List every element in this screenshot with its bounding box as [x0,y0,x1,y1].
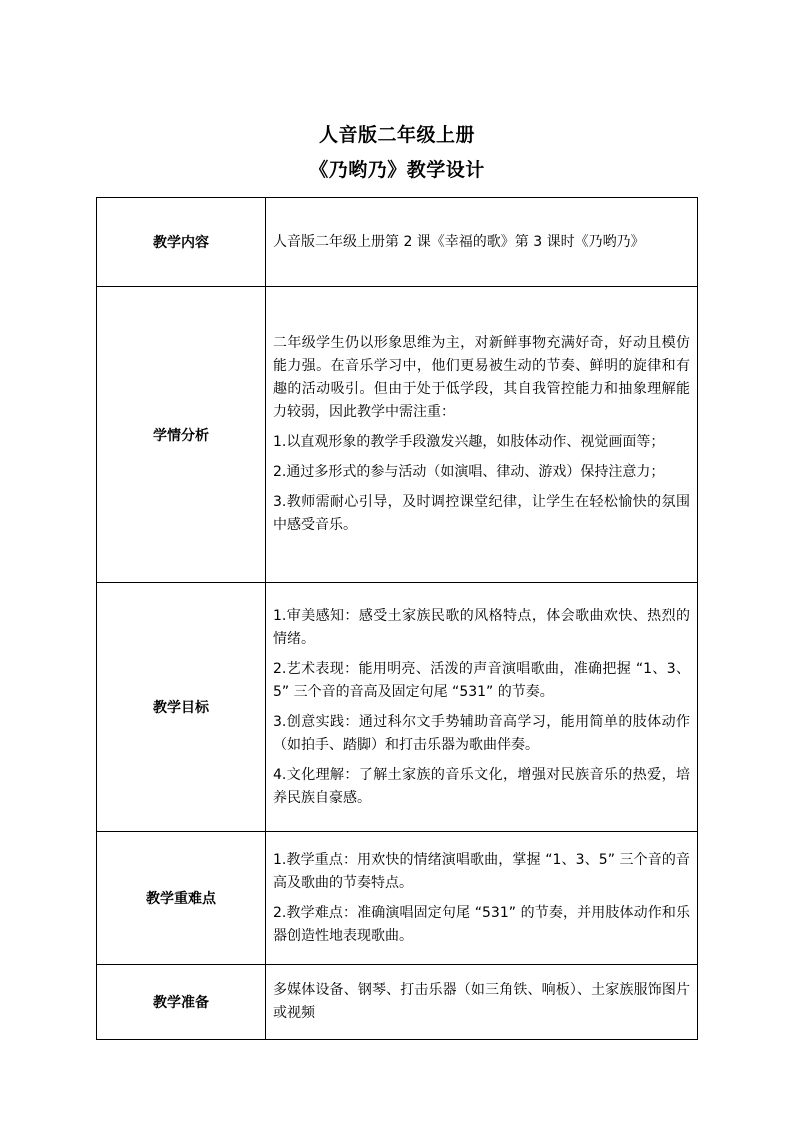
table-row-teaching-content [97,198,698,287]
paragraph: 3.创意实践：通过科尔文手势辅助音高学习，能用简单的肢体动作（如拍手、踏脚）和打击乐器为歌曲伴奏。 [273,713,690,753]
row-content [266,583,698,832]
lesson-plan-table [96,197,698,1040]
title-line-1: 人音版二年级上册 [318,124,475,146]
title-line-2: 《乃哟乃》教学设计 [309,159,485,181]
table-row-teaching-preparation [97,965,698,1040]
paragraph: 多媒体设备、钢琴、打击乐器（如三角铁、响板）、土家族服饰图片或视频 [273,982,690,1021]
row-label: 教学重难点 [97,832,266,965]
row-label: 教学准备 [97,965,266,1040]
row-label: 教学目标 [97,583,266,832]
row-label: 学情分析 [97,287,266,583]
paragraph: 2.艺术表现：能用明亮、活泼的声音演唱歌曲，准确把握 “1、3、5” 三个音的音高及固定句尾 “531” 的节奏。 [273,660,690,700]
paragraph: 4.文化理解：了解土家族的音乐文化，增强对民族音乐的热爱，培养民族自豪感。 [273,766,690,806]
table-row-student-analysis [97,287,698,583]
paragraph: 1.以直观形象的教学手段激发兴趣，如肢体动作、视觉画面等； [273,434,665,450]
row-content [266,965,698,1040]
paragraph: 1.教学重点：用欢快的情绪演唱歌曲，掌握 “1、3、5” 三个音的音高及歌曲的节奏特点。 [273,851,690,891]
paragraph: 2.通过多形式的参与活动（如演唱、律动、游戏）保持注意力； [273,464,665,480]
paragraph: 3.教师需耐心引导，及时调控课堂纪律，让学生在轻松愉快的氛围中感受音乐。 [273,494,690,533]
row-content [266,832,698,965]
row-content [266,287,698,583]
paragraph: 1.审美感知：感受土家族民歌的风格特点，体会歌曲欢快、热烈的情绪。 [273,607,690,647]
paragraph: 人音版二年级上册第 2 课《幸福的歌》第 3 课时《乃哟乃》 [273,233,645,250]
table-row-key-difficult-points [97,832,698,965]
row-label: 教学内容 [97,198,266,287]
paragraph: 2.教学难点：准确演唱固定句尾 “531” 的节奏，并用肢体动作和乐器创造性地表现歌曲。 [273,904,690,944]
document-title [0,118,794,188]
table-row-teaching-goals [97,583,698,832]
paragraph: 二年级学生仍以形象思维为主，对新鲜事物充满好奇，好动且模仿能力强。在音乐学习中，他们更易被生动的节奏、鲜明的旋律和有趣的活动吸引。但由于处于低学段，其自我管控能力和抽象理解能力较弱，因此教学中需注重： [273,335,690,420]
row-content [266,198,698,287]
